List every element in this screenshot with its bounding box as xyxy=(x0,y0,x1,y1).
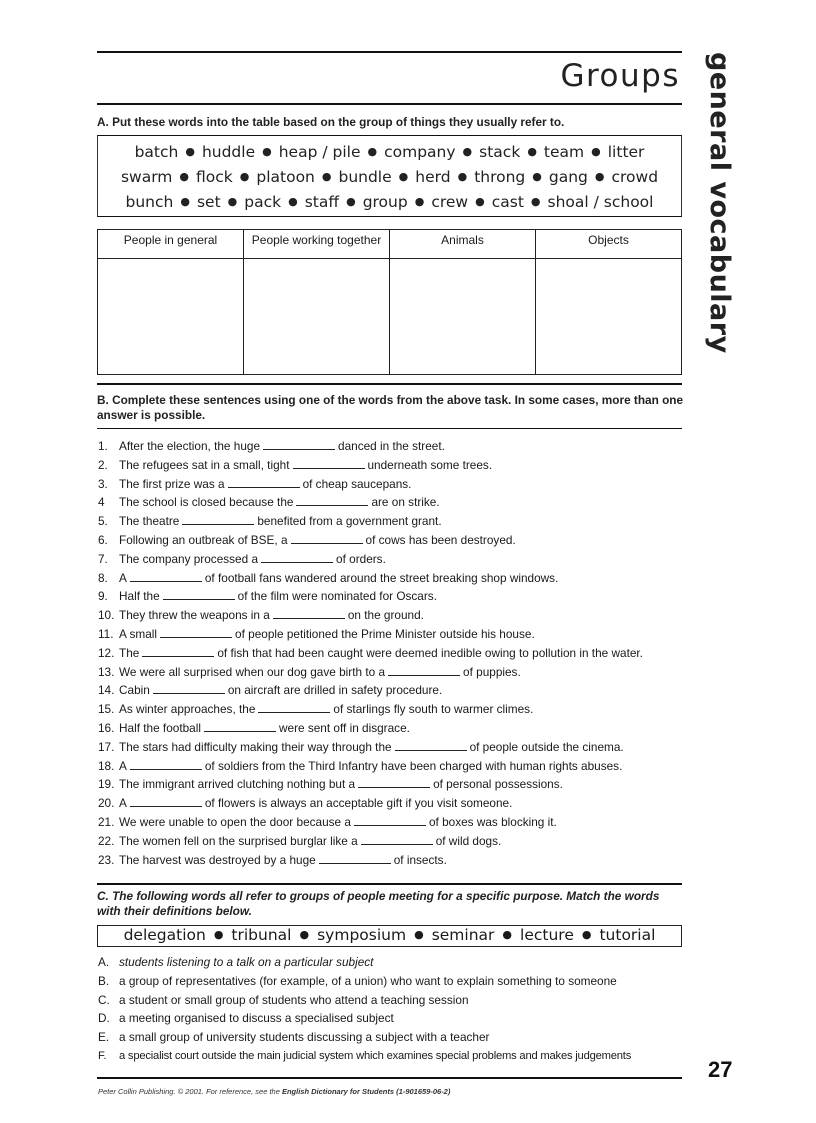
footer-book: English Dictionary for Students xyxy=(281,1087,395,1096)
sentence-item xyxy=(98,570,688,589)
sentence-text-before: Following an outbreak of BSE, a xyxy=(119,532,288,547)
vocab-word: litter xyxy=(607,143,645,161)
sentence-number: 20. xyxy=(98,796,115,811)
table-cell[interactable] xyxy=(244,259,390,375)
section-b-heading: B. Complete these sentences using one of the words from the above task. In some cases, more than one answer is possible. xyxy=(97,393,684,422)
sentence-text-after: benefited from a government grant. xyxy=(257,514,442,529)
bullet-separator: ● xyxy=(398,170,409,183)
sentence-text-before: Half the football xyxy=(119,720,201,735)
sentence-text-before: A xyxy=(119,570,127,585)
sentence-list xyxy=(98,438,688,870)
sentence-text-before: We were all surprised when our dog gave birth to a xyxy=(119,664,386,679)
sentence-number: 2. xyxy=(98,457,108,472)
bullet-separator: ● xyxy=(414,928,424,941)
sentence-text-before: The theatre xyxy=(119,514,180,529)
bullet-separator: ● xyxy=(532,170,542,183)
definition-letter: B. xyxy=(98,973,110,988)
sentence-item xyxy=(98,532,688,551)
sentence-item xyxy=(98,739,688,758)
answer-blank[interactable] xyxy=(273,607,345,619)
sentence-number: 13. xyxy=(98,664,115,679)
answer-blank[interactable] xyxy=(291,532,363,544)
answer-blank[interactable] xyxy=(130,795,202,807)
sentence-item xyxy=(98,551,688,570)
definition-text: a meeting organised to discuss a specialised subject xyxy=(119,1011,394,1026)
vocab-word: crew xyxy=(431,193,469,211)
definition-text: a group of representatives (for example, of a union) who want to explain something to someone xyxy=(119,973,617,988)
sentence-text-before: The immigrant arrived clutching nothing but a xyxy=(119,777,356,792)
vocab-word: platoon xyxy=(256,168,315,186)
sentence-text-before: We were unable to open the door because a xyxy=(119,814,351,829)
answer-blank[interactable] xyxy=(388,664,460,676)
vocab-word: crowd xyxy=(611,168,659,186)
sentence-text-after: of starlings fly south to warmer climes. xyxy=(333,702,534,717)
bullet-separator: ● xyxy=(414,195,425,208)
sentence-item xyxy=(98,645,688,664)
bullet-separator: ● xyxy=(180,195,190,208)
sentence-text-after: on the ground. xyxy=(347,608,424,623)
sentence-number: 15. xyxy=(98,702,115,717)
answer-blank[interactable] xyxy=(293,457,365,469)
sentence-text-before: As winter approaches, the xyxy=(119,702,256,717)
sentence-item xyxy=(98,852,688,871)
sentence-number: 5. xyxy=(98,514,108,529)
table-header: People in general xyxy=(98,230,244,259)
sentence-item xyxy=(98,607,688,626)
title-underline xyxy=(97,103,682,105)
answer-blank[interactable] xyxy=(261,551,333,563)
table-header: Animals xyxy=(390,230,536,259)
sentence-number: 16. xyxy=(98,720,115,735)
sentence-number: 6. xyxy=(98,532,108,547)
sentence-text-before: A xyxy=(119,796,127,811)
sentence-text-before: They threw the weapons in a xyxy=(119,608,270,623)
definition-text: a student or small group of students who attend a teaching session xyxy=(119,992,469,1007)
bullet-separator: ● xyxy=(288,195,298,208)
sentence-item xyxy=(98,457,688,476)
bullet-separator: ● xyxy=(239,170,250,183)
side-label xyxy=(693,52,735,354)
sentence-text-after: of orders. xyxy=(336,551,386,566)
table-header: Objects xyxy=(536,230,682,259)
vocab-word: huddle xyxy=(201,143,256,161)
definition-letter: F. xyxy=(98,1049,107,1062)
sentence-number: 3. xyxy=(98,476,108,491)
sentence-item xyxy=(98,664,688,683)
bullet-separator: ● xyxy=(457,170,468,183)
sentence-number: 12. xyxy=(98,645,115,660)
answer-blank[interactable] xyxy=(142,645,214,657)
sentence-item xyxy=(98,513,688,532)
sentence-item xyxy=(98,701,688,720)
bullet-separator: ● xyxy=(591,145,601,158)
definition-item xyxy=(98,1049,698,1068)
sentence-item xyxy=(98,776,688,795)
sentence-text-after: of fish that had been caught were deemed inedible owing to pollution in the water. xyxy=(217,645,643,660)
definition-list xyxy=(98,955,698,1068)
vocab-word: staff xyxy=(304,193,340,211)
sentence-item xyxy=(98,476,688,495)
vocab-word: batch xyxy=(134,143,179,161)
section-b-underline xyxy=(97,428,682,429)
sentence-text-after: of flowers is always an acceptable gift if you visit someone. xyxy=(204,796,513,811)
definition-item xyxy=(98,974,698,993)
sentence-text-before: Cabin xyxy=(119,683,150,698)
meeting-word: lecture xyxy=(520,926,574,944)
page-title: Groups xyxy=(560,58,680,94)
sentence-text-before: The xyxy=(119,645,140,660)
bullet-separator: ● xyxy=(475,195,485,208)
answer-blank[interactable] xyxy=(130,570,202,582)
vocab-word: group xyxy=(362,193,408,211)
bullet-separator: ● xyxy=(502,928,513,941)
bullet-separator: ● xyxy=(594,170,605,183)
sentence-item xyxy=(98,720,688,739)
meeting-word: seminar xyxy=(431,926,495,944)
answer-blank[interactable] xyxy=(182,513,254,525)
sentence-text-after: of soldiers from the Third Infantry have been charged with human rights abuses. xyxy=(204,758,623,773)
sentence-text-after: of insects. xyxy=(393,852,447,867)
definition-item xyxy=(98,955,698,974)
word-line xyxy=(98,193,681,211)
sentence-item xyxy=(98,494,688,513)
definition-letter: D. xyxy=(98,1011,110,1026)
sentence-number: 14. xyxy=(98,683,115,698)
sentence-number: 18. xyxy=(98,758,115,773)
answer-blank[interactable] xyxy=(361,833,433,845)
vocab-word: pack xyxy=(244,193,282,211)
section-c-heading: C. The following words all refer to groups of people meeting for a specific purpose. Match the words with their definitions below. xyxy=(97,889,660,918)
bullet-separator: ● xyxy=(185,145,195,158)
vocab-word: heap / pile xyxy=(278,143,361,161)
bullet-separator: ● xyxy=(299,928,310,941)
sentence-text-after: are on strike. xyxy=(371,495,440,510)
answer-blank[interactable] xyxy=(258,701,330,713)
sentence-number: 22. xyxy=(98,833,115,848)
vocab-word: bunch xyxy=(125,193,174,211)
vocab-word: company xyxy=(384,143,456,161)
meeting-word: tribunal xyxy=(231,926,292,944)
side-label-text: general vocabulary xyxy=(704,52,735,354)
meeting-word: delegation xyxy=(123,926,206,944)
bullet-separator: ● xyxy=(346,195,356,208)
bullet-separator: ● xyxy=(227,195,238,208)
vocab-word: set xyxy=(196,193,221,211)
page-number: 27 xyxy=(708,1057,733,1082)
sentence-number: 10. xyxy=(98,608,115,623)
word-line xyxy=(98,143,681,161)
bullet-separator: ● xyxy=(321,170,332,183)
sentence-item xyxy=(98,588,688,607)
sentence-number: 23. xyxy=(98,852,115,867)
bullet-separator: ● xyxy=(367,145,378,158)
meeting-word: symposium xyxy=(317,926,407,944)
answer-blank[interactable] xyxy=(130,758,202,770)
sentence-text-after: were sent off in disgrace. xyxy=(278,720,410,735)
definition-item xyxy=(98,1030,698,1049)
vocab-word: herd xyxy=(415,168,451,186)
sentence-text-after: of wild dogs. xyxy=(435,833,502,848)
answer-blank[interactable] xyxy=(395,739,467,751)
meeting-word: tutorial xyxy=(599,926,656,944)
answer-blank[interactable] xyxy=(228,476,300,488)
vocab-word: flock xyxy=(196,168,233,186)
table-header: People working together xyxy=(244,230,390,259)
sentence-text-before: The company processed a xyxy=(119,551,259,566)
definition-text: a specialist court outside the main judicial system which examines special problems and makes judgements xyxy=(119,1049,632,1062)
sentence-number: 8. xyxy=(98,570,108,585)
sentence-text-after: underneath some trees. xyxy=(367,457,493,472)
table-cell[interactable] xyxy=(536,259,682,375)
bullet-separator: ● xyxy=(527,145,537,158)
sentence-text-before: The first prize was a xyxy=(119,476,225,491)
sentence-item xyxy=(98,758,688,777)
top-rule xyxy=(97,51,682,53)
bullet-separator: ● xyxy=(530,195,541,208)
sentence-text-after: of people petitioned the Prime Minister outside his house. xyxy=(235,626,535,641)
sentence-number: 4 xyxy=(98,495,105,510)
table-cell[interactable] xyxy=(390,259,536,375)
answer-blank[interactable] xyxy=(153,682,225,694)
answer-blank[interactable] xyxy=(160,626,232,638)
answer-blank[interactable] xyxy=(354,814,426,826)
sentence-text-after: of cows has been destroyed. xyxy=(365,532,516,547)
definition-letter: C. xyxy=(98,992,110,1007)
bullet-separator: ● xyxy=(462,145,473,158)
sentence-text-before: The harvest was destroyed by a huge xyxy=(119,852,316,867)
vocab-word: gang xyxy=(548,168,588,186)
sentence-number: 11. xyxy=(98,626,114,641)
vocab-word: bundle xyxy=(338,168,392,186)
vocab-word: throng xyxy=(474,168,526,186)
answer-blank[interactable] xyxy=(163,588,235,600)
sentence-item xyxy=(98,833,688,852)
footer-text: Peter Collin Publishing. © 2001. For reference, see the xyxy=(98,1087,280,1096)
bullet-separator: ● xyxy=(581,928,592,941)
answer-blank[interactable] xyxy=(319,852,391,864)
table-cell[interactable] xyxy=(98,259,244,375)
answer-blank[interactable] xyxy=(263,438,335,450)
sentence-text-before: The school is closed because the xyxy=(119,495,294,510)
definition-text: a small group of university students discussing a subject with a teacher xyxy=(119,1030,490,1045)
sentence-text-after: danced in the street. xyxy=(338,439,445,453)
sentence-text-before: The women fell on the surprised burglar like a xyxy=(119,833,358,848)
sentence-text-after: of cheap saucepans. xyxy=(302,476,412,491)
definition-item xyxy=(98,1011,698,1030)
sentence-text-before: The stars had difficulty making their way through the xyxy=(119,739,392,754)
answer-blank[interactable] xyxy=(296,494,368,506)
sentence-item xyxy=(98,795,688,814)
vocab-word: cast xyxy=(491,193,524,211)
sentence-number: 1. xyxy=(98,439,108,453)
vocab-word: team xyxy=(543,143,585,161)
vocab-word: shoal / school xyxy=(547,193,654,211)
section-a-heading: A. Put these words into the table based on the group of things they usually refer to. xyxy=(97,115,565,129)
bottom-rule xyxy=(97,1077,682,1079)
sentence-text-before: A xyxy=(119,758,127,773)
sentence-text-after: of puppies. xyxy=(463,664,521,679)
sentence-text-after: of people outside the cinema. xyxy=(469,739,624,754)
answer-blank[interactable] xyxy=(204,720,276,732)
sentence-text-after: of boxes was blocking it. xyxy=(428,814,557,829)
sentence-item xyxy=(98,682,688,701)
sentence-item xyxy=(98,438,688,457)
section-b-rule xyxy=(97,383,682,385)
vocab-word: stack xyxy=(479,143,521,161)
definition-letter: A. xyxy=(98,955,110,969)
sentence-number: 9. xyxy=(98,589,108,604)
section-c-rule xyxy=(97,883,682,885)
word-line xyxy=(98,168,681,186)
sentence-item xyxy=(98,814,688,833)
definition-letter: E. xyxy=(98,1030,110,1045)
word-box-a xyxy=(97,135,682,217)
word-box-c xyxy=(97,925,682,947)
footer xyxy=(98,1087,450,1096)
sentence-text-after: on aircraft are drilled in safety procedure. xyxy=(227,683,443,698)
group-table xyxy=(97,229,682,375)
sentence-text-after: of football fans wandered around the street breaking shop windows. xyxy=(204,570,559,585)
definition-text: students listening to a talk on a particular subject xyxy=(119,955,374,969)
sentence-number: 17. xyxy=(98,739,115,754)
footer-isbn: (1-901659-06-2) xyxy=(396,1087,451,1096)
bullet-separator: ● xyxy=(179,170,189,183)
bullet-separator: ● xyxy=(262,145,272,158)
sentence-text-before: Half the xyxy=(119,589,160,604)
sentence-text-after: of personal possessions. xyxy=(433,777,563,792)
sentence-item xyxy=(98,626,688,645)
bullet-separator: ● xyxy=(213,928,224,941)
sentence-text-before: The refugees sat in a small, tight xyxy=(119,457,290,472)
sentence-number: 19. xyxy=(98,777,115,792)
sentence-text-before: A small xyxy=(119,626,158,641)
definition-item xyxy=(98,993,698,1012)
vocab-word: swarm xyxy=(120,168,173,186)
answer-blank[interactable] xyxy=(358,776,430,788)
sentence-number: 21. xyxy=(98,814,115,829)
sentence-text-before: After the election, the huge xyxy=(119,439,261,453)
sentence-number: 7. xyxy=(98,551,108,566)
sentence-text-after: of the film were nominated for Oscars. xyxy=(237,589,437,604)
